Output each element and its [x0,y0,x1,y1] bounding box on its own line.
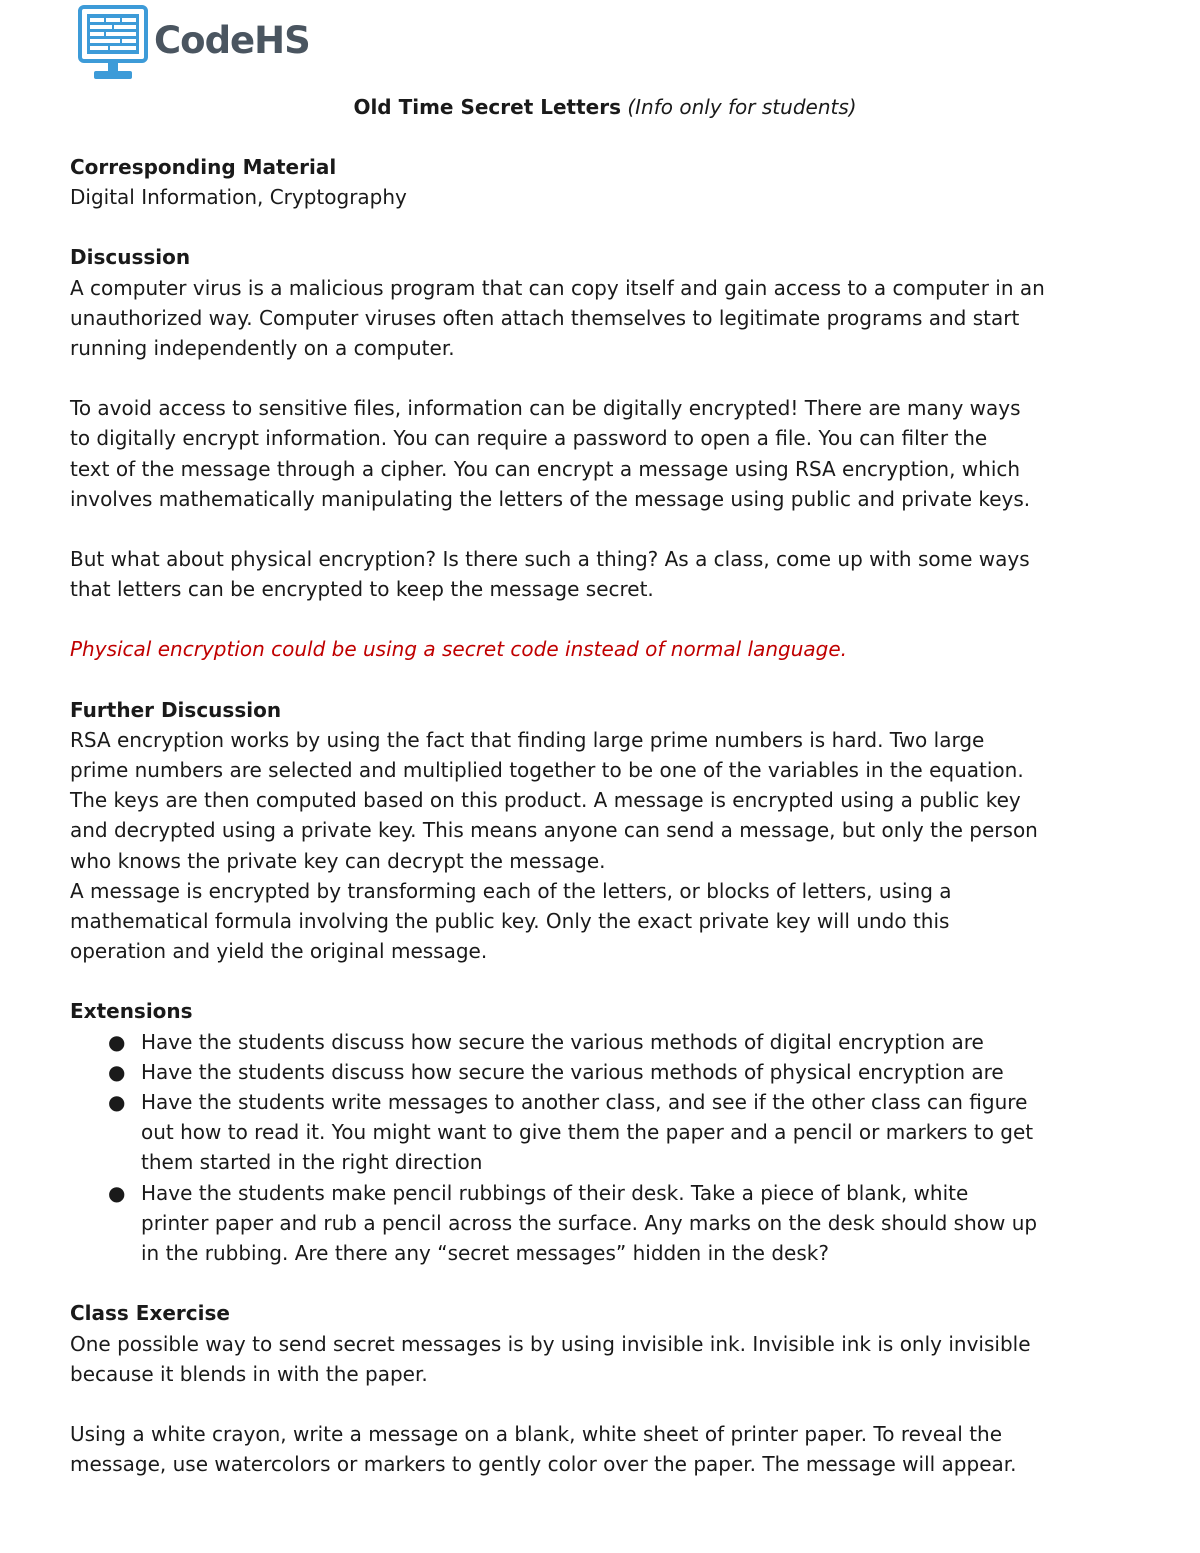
logo-wordmark: CodeHS [154,19,310,62]
monitor-icon [78,5,150,83]
bullet-icon: ● [108,1180,126,1205]
list-item [70,1087,1140,1178]
class-exercise-heading: Class Exercise [70,1301,230,1326]
text-line: and decrypted using a private key. This means anyone can send a message, but only the person [70,818,1038,843]
text-line: to digitally encrypt information. You can require a password to open a file. You can filter the [70,426,988,451]
text-line: involves mathematically manipulating the letters of the message using public and private keys. [70,486,1031,511]
extensions-heading: Extensions [70,999,193,1024]
text-line: unauthorized way. Computer viruses often attach themselves to legitimate programs and start [70,305,1020,330]
text-line: Have the students discuss how secure the various methods of digital encryption are [141,1029,984,1054]
text-line: mathematical formula involving the public key. Only the exact private key will undo this [70,909,950,934]
codehs-logo [78,5,318,85]
text-line: One possible way to send secret messages is by using invisible ink. Invisible ink is only invisible [70,1331,1031,1356]
text-line: them started in the right direction [141,1150,483,1175]
document-body [70,92,1140,1479]
text-line: Using a white crayon, write a message on a blank, white sheet of printer paper. To reveal the [70,1421,1003,1446]
discussion-paragraph-3 [70,544,1140,604]
text-line: who knows the private key can decrypt the message. [70,848,606,873]
list-item [70,1057,1140,1087]
text-line: To avoid access to sensitive files, information can be digitally encrypted! There are many ways [70,396,1021,421]
discussion-heading: Discussion [70,245,191,270]
text-line: prime numbers are selected and multiplied together to be one of the variables in the equation. [70,758,1024,783]
text-line: in the rubbing. Are there any “secret messages” hidden in the desk? [141,1241,829,1266]
text-line: RSA encryption works by using the fact that finding large prime numbers is hard. Two large [70,727,985,752]
further-discussion-text [70,725,1140,967]
bullet-icon: ● [108,1029,126,1054]
text-line: A computer virus is a malicious program that can copy itself and gain access to a computer in an [70,275,1045,300]
text-line: because it blends in with the paper. [70,1361,428,1386]
text-line: out how to read it. You might want to give them the paper and a pencil or markers to get [141,1120,1034,1145]
text-line: running independently on a computer. [70,336,455,361]
text-line: message, use watercolors or markers to gently color over the paper. The message will appear. [70,1452,1017,1477]
text-line: printer paper and rub a pencil across the surface. Any marks on the desk should show up [141,1210,1038,1235]
text-line: A message is encrypted by transforming each of the letters, or blocks of letters, using a [70,878,952,903]
text-line: Have the students write messages to another class, and see if the other class can figure [141,1090,1028,1115]
corresponding-heading: Corresponding Material [70,155,337,179]
text-line: Have the students discuss how secure the various methods of physical encryption are [141,1059,1004,1084]
title-main: Old Time Secret Letters [353,95,621,119]
class-exercise-paragraph-1 [70,1329,1140,1389]
bullet-icon: ● [108,1090,126,1115]
corresponding-text: Digital Information, Cryptography [70,185,407,210]
text-line: text of the message through a cipher. You can encrypt a message using RSA encryption, which [70,456,1021,481]
list-item [70,1027,1140,1057]
title-subtitle: (Info only for students) [627,95,857,119]
discussion-answer: Physical encryption could be using a secret code instead of normal language. [70,637,848,662]
text-line: But what about physical encryption? Is there such a thing? As a class, come up with some ways [70,547,1030,572]
text-line: Have the students make pencil rubbings of their desk. Take a piece of blank, white [141,1180,969,1205]
bullet-icon: ● [108,1059,126,1084]
class-exercise-paragraph-2 [70,1419,1140,1479]
further-discussion-heading: Further Discussion [70,697,282,722]
list-item [70,1178,1140,1269]
page-title [70,92,1140,122]
extensions-list [70,1027,1140,1269]
discussion-paragraph-2 [70,393,1140,514]
text-line: The keys are then computed based on this product. A message is encrypted using a public key [70,788,1021,813]
text-line: operation and yield the original message. [70,939,488,964]
discussion-paragraph-1 [70,273,1140,364]
text-line: that letters can be encrypted to keep the message secret. [70,577,654,602]
